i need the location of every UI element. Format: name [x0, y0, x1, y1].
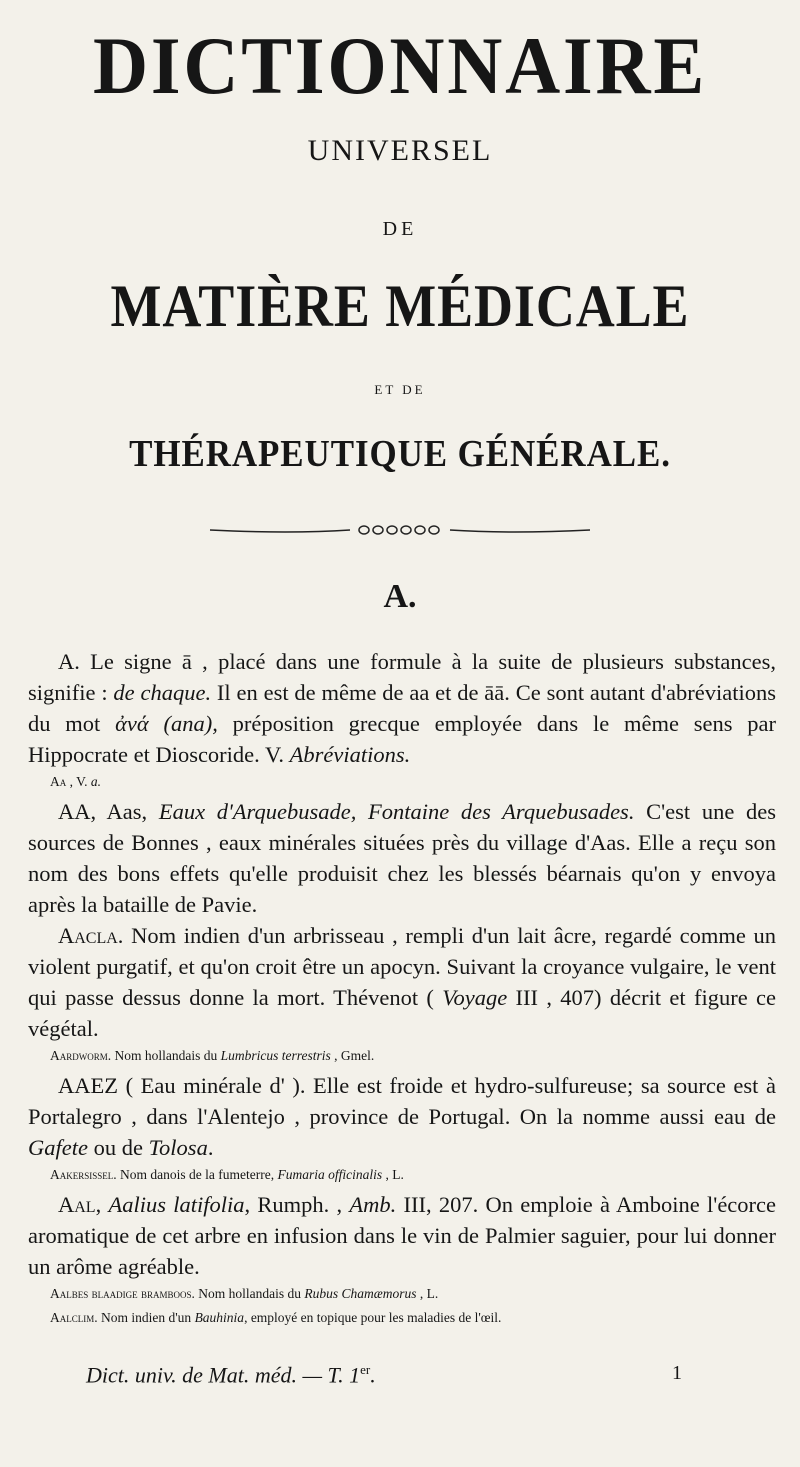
title-de: DE [382, 218, 418, 240]
entry-text: Nom hollandais du [111, 1048, 221, 1063]
entry-italic: Gafete [28, 1135, 88, 1160]
entry-aardworm [28, 1046, 776, 1066]
entry-italic: Lumbricus terrestris [220, 1048, 331, 1063]
entry-text: préposition grecque employée dans le même sens par Hippocrate et Dioscoride. V. [28, 711, 777, 767]
footer-signature-tail: . [370, 1362, 376, 1388]
entry-italic: Amb. [349, 1192, 397, 1217]
footer-signature-sup: er [360, 1362, 371, 1377]
entry-italic: ἀνά (ana), [115, 711, 218, 736]
title-et-de: ET DE [374, 382, 426, 397]
entry-italic: a. [90, 774, 102, 789]
entry-text: Nom indien d'un [97, 1310, 195, 1325]
entry-italic: Tolosa [148, 1135, 208, 1160]
entry-text: III , 407) décrit et figure ce végétal. [28, 985, 777, 1041]
entry-text: III, 207. On emploie à Amboine l'écorce aromatique de cet arbre en infusion dans le vin de Palmier saguier, pour lui donner un arôme agréable. [28, 1192, 777, 1279]
entry-head: Aalclim. [50, 1310, 98, 1325]
entry-head: A. [58, 649, 80, 674]
entry-italic: Rubus Chamæmorus [304, 1286, 417, 1301]
entry-aacla [28, 920, 776, 1044]
entry-head: AA [58, 799, 91, 824]
entry-head: Aakersissel. [50, 1167, 117, 1182]
entry-head: Aal, [58, 1192, 102, 1217]
entry-aalbes [28, 1284, 776, 1304]
entry-a [28, 646, 776, 770]
ornament-divider-icon [200, 518, 600, 542]
footer-signature [86, 1362, 706, 1388]
entry-italic: de chaque. [113, 680, 212, 705]
entry-text: Le signe ā , placé dans une formule à la suite de plusieurs substances, signifie : [28, 649, 776, 705]
entry-text: C'est une des sources de Bonnes , eaux minérales situées près du village d'Aas. Elle a reçu son nom des bons effets qu'elle produisit chez les blessés béarnais qu'on y envoya après la bataille de Pavie. [28, 799, 776, 917]
entry-text: ( Eau minérale d' ). Elle est froide et hydro-sulfureuse; sa source est à Portalegro , dans l'Alentejo , province de Portugal. On la nomme aussi eau de [28, 1073, 776, 1129]
entry-italic: Voyage [442, 985, 508, 1010]
entry-aal [28, 1189, 776, 1282]
entry-text: ou de [87, 1135, 149, 1160]
entry-head: Aacla. [58, 923, 124, 948]
entry-aa [28, 796, 776, 920]
entry-text: , employé en topique pour les maladies de l'œil. [244, 1310, 502, 1325]
entry-text: , L. [382, 1167, 404, 1182]
entry-head: AAEZ [58, 1073, 118, 1098]
entry-text: , V. [66, 774, 91, 789]
entry-italic: Fumaria officinalis [277, 1167, 383, 1182]
entry-text: Nom danois de la fumeterre, [116, 1167, 278, 1182]
entry-aa-ref [28, 772, 776, 792]
entry-aakersissel [28, 1165, 776, 1185]
entry-head: Aalbes blaadige bramboos. [50, 1286, 195, 1301]
entry-text: , Gmel. [330, 1048, 375, 1063]
entry-italic: Aalius latifolia [108, 1192, 245, 1217]
entry-text: , Rumph. , [244, 1192, 350, 1217]
entry-aalclim [28, 1308, 776, 1328]
entry-text: Il en est de même de aa et de āā. Ce sont autant d'abréviations du mot [28, 680, 776, 736]
title-matiere-medicale: MATIÈRE MÉDICALE [110, 273, 690, 339]
entry-head: Aardworm. [50, 1048, 112, 1063]
entries-body [28, 646, 776, 1332]
title-dictionnaire: DICTIONNAIRE [92, 20, 708, 111]
entry-text: , L. [416, 1286, 439, 1301]
title-universel: UNIVERSEL [307, 134, 493, 167]
footer-signature-text: Dict. univ. de Mat. méd. — T. 1 [86, 1362, 361, 1388]
entry-head: Aa [50, 774, 67, 789]
entry-italic: Bauhinia [194, 1310, 245, 1325]
entry-italic: Abréviations. [289, 742, 411, 767]
title-therapeutique-generale: THÉRAPEUTIQUE GÉNÉRALE. [129, 433, 671, 475]
entry-text: . [207, 1135, 214, 1160]
entry-italic: Eaux d'Arquebusade, Fontaine des Arquebusades. [158, 799, 635, 824]
entry-text: , Aas, [90, 799, 159, 824]
page-number: 1 [672, 1362, 682, 1384]
entry-text: Nom indien d'un arbrisseau , rempli d'un lait âcre, regardé comme un violent purgatif, et qu'on croit être un apocyn. Suivant la croyance vulgaire, le vent qui passe dessus donne la mort. Thévenot ( [28, 923, 776, 1010]
entry-aaez [28, 1070, 776, 1163]
entry-text: Nom hollandais du [194, 1286, 305, 1301]
section-letter: A. [383, 578, 417, 615]
